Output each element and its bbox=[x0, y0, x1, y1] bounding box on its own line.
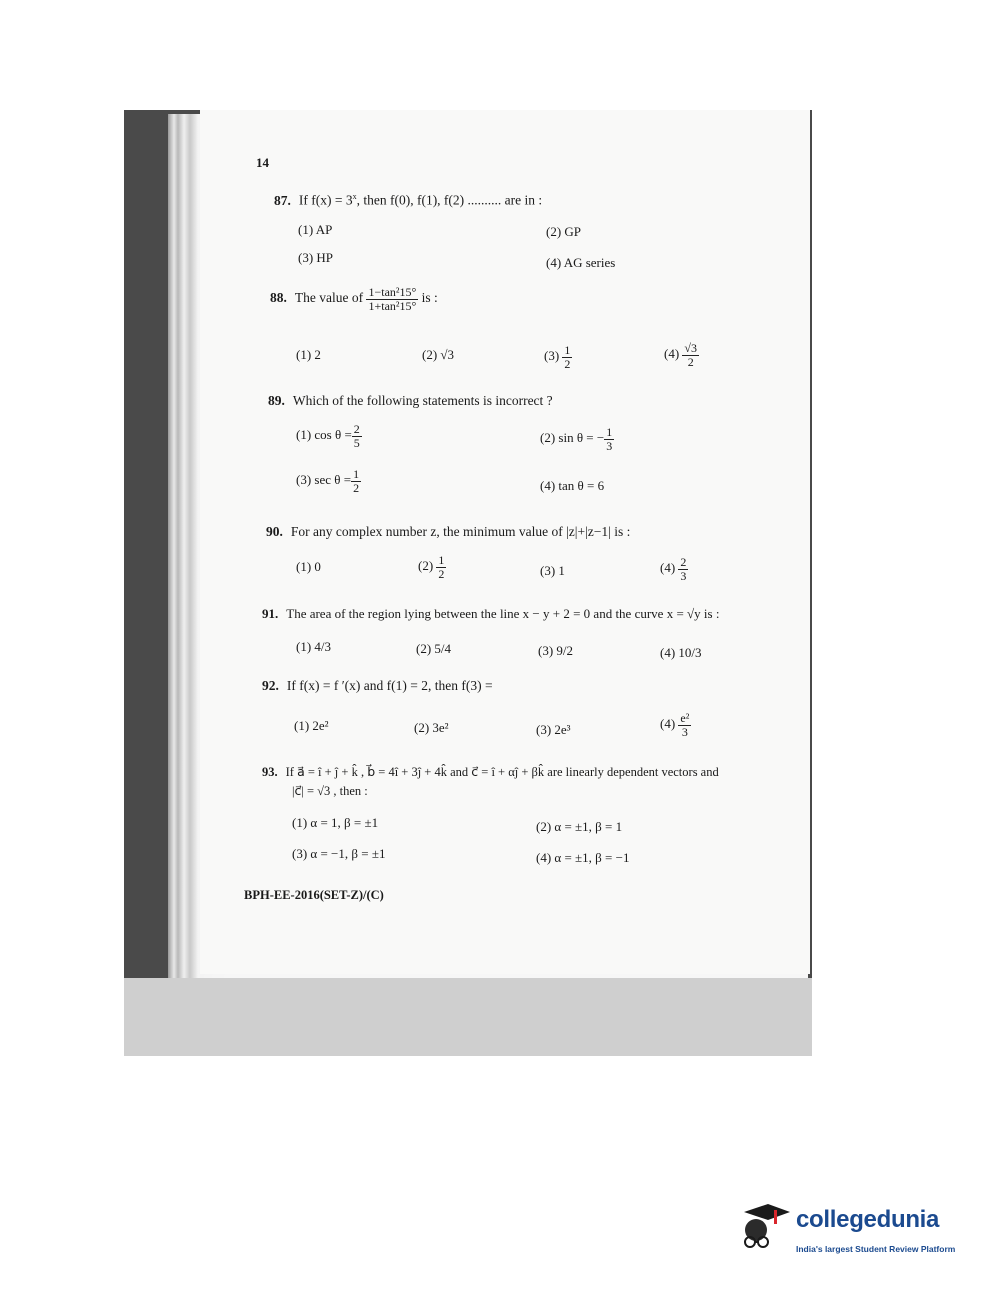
option-1: (1) 2e² bbox=[294, 718, 329, 733]
option-2: (2) GP bbox=[546, 224, 582, 239]
fraction-denominator: 2 bbox=[438, 566, 445, 581]
option-4: (4) 10/3 bbox=[660, 645, 702, 660]
option-label: (2) sin θ = − bbox=[540, 430, 605, 446]
option-2: (2) 5/4 bbox=[416, 641, 452, 656]
question-89 bbox=[268, 393, 553, 409]
question-number: 92. bbox=[262, 678, 279, 693]
fraction-numerator: 1−tan²15° bbox=[368, 285, 417, 299]
question-number: 90. bbox=[266, 524, 283, 539]
option-2: (2) √3 bbox=[422, 347, 455, 362]
option-label: (1) cos θ = bbox=[296, 427, 352, 443]
option-3 bbox=[544, 344, 572, 370]
fraction-numerator: 1 bbox=[353, 467, 360, 481]
question-91 bbox=[262, 606, 719, 622]
question-text-cont: is : bbox=[421, 290, 438, 306]
fraction bbox=[366, 286, 418, 312]
option-3: (3) 1 bbox=[540, 563, 565, 578]
option-3: (3) 2e³ bbox=[536, 722, 571, 737]
brand-name: collegedunia bbox=[796, 1206, 940, 1233]
option-4 bbox=[664, 342, 699, 368]
fraction bbox=[562, 344, 572, 370]
option-label: (2) bbox=[418, 558, 434, 574]
fraction-numerator: 2 bbox=[680, 555, 687, 569]
fraction-denominator: 3 bbox=[680, 568, 687, 583]
fraction-numerator: 2 bbox=[353, 422, 360, 436]
fraction-numerator: 1 bbox=[606, 425, 613, 439]
fraction bbox=[436, 554, 446, 580]
question-text: If a⃗ = î + ĵ + k̂ , b⃗ = 4î + 3ĵ + 4k̂ and c⃗ = î + αĵ + βk̂ are linearly dependent vectors and bbox=[285, 765, 719, 779]
fraction bbox=[604, 426, 614, 452]
option-label: (3) sec θ = bbox=[296, 472, 352, 488]
question-87 bbox=[274, 192, 542, 209]
question-88 bbox=[270, 286, 438, 312]
fraction-numerator: e² bbox=[680, 711, 690, 725]
option-3: (3) α = −1, β = ±1 bbox=[292, 846, 386, 861]
option-3: (3) HP bbox=[298, 250, 334, 265]
exponent: x bbox=[352, 192, 357, 201]
question-93 bbox=[262, 764, 719, 780]
question-90 bbox=[266, 524, 630, 540]
fraction-numerator: √3 bbox=[684, 341, 698, 355]
option-2 bbox=[540, 426, 614, 452]
option-1: (1) AP bbox=[298, 222, 333, 237]
option-3: (3) 9/2 bbox=[538, 643, 574, 658]
footer-code: BPH-EE-2016(SET-Z)/(C) bbox=[244, 888, 384, 902]
question-number: 87. bbox=[274, 192, 291, 208]
question-text-cont: , then f(0), f(1), f(2) .......... are in : bbox=[356, 192, 543, 208]
option-label: (4) bbox=[664, 346, 680, 362]
fraction bbox=[352, 423, 362, 449]
option-label: (3) bbox=[544, 348, 560, 364]
graduate-mascot-icon bbox=[738, 1198, 794, 1258]
option-1: (1) 4/3 bbox=[296, 639, 332, 654]
question-number: 93. bbox=[262, 765, 278, 779]
fraction bbox=[678, 712, 691, 738]
fraction-denominator: 2 bbox=[353, 480, 360, 495]
fraction-denominator: 2 bbox=[564, 356, 571, 371]
option-4: (4) AG series bbox=[546, 255, 616, 270]
fraction bbox=[351, 468, 361, 494]
question-text: The value of bbox=[294, 290, 364, 306]
exam-sheet bbox=[200, 110, 810, 974]
option-2: (2) 3e² bbox=[414, 720, 449, 735]
fraction-denominator: 1+tan²15° bbox=[368, 298, 417, 313]
fraction-denominator: 3 bbox=[606, 438, 613, 453]
question-number: 88. bbox=[270, 290, 287, 306]
option-3 bbox=[296, 468, 361, 494]
fraction-denominator: 2 bbox=[687, 354, 694, 369]
fraction-denominator: 3 bbox=[681, 724, 688, 739]
option-4: (4) tan θ = 6 bbox=[540, 478, 605, 493]
option-4 bbox=[660, 712, 691, 738]
scanned-page bbox=[124, 110, 812, 1056]
option-1: (1) 2 bbox=[296, 347, 321, 362]
fraction-numerator: 1 bbox=[438, 553, 445, 567]
fraction bbox=[682, 342, 699, 368]
question-text: For any complex number z, the minimum value of |z|+|z−1| is : bbox=[290, 524, 631, 539]
option-1 bbox=[296, 423, 362, 449]
question-number: 91. bbox=[262, 606, 279, 621]
option-1: (1) 0 bbox=[296, 559, 321, 574]
question-text: Which of the following statements is incorrect ? bbox=[292, 393, 553, 408]
option-1: (1) α = 1, β = ±1 bbox=[292, 815, 379, 830]
question-number: 89. bbox=[268, 393, 285, 408]
option-4 bbox=[660, 556, 688, 582]
question-92 bbox=[262, 678, 493, 694]
option-4: (4) α = ±1, β = −1 bbox=[536, 850, 630, 865]
brand-tagline: India's largest Student Review Platform bbox=[796, 1244, 956, 1254]
fraction-denominator: 5 bbox=[353, 435, 360, 450]
option-label: (4) bbox=[660, 716, 676, 732]
question-text: If f(x) = 3 bbox=[298, 192, 353, 208]
page-number: 14 bbox=[256, 155, 269, 170]
option-label: (4) bbox=[660, 560, 676, 576]
option-2 bbox=[418, 554, 446, 580]
scan-bottom-strip bbox=[124, 978, 812, 1056]
question-93-line2: |c⃗| = √3 , then : bbox=[292, 784, 368, 798]
question-text: If f(x) = f ′(x) and f(1) = 2, then f(3) = bbox=[286, 678, 493, 693]
option-2: (2) α = ±1, β = 1 bbox=[536, 819, 623, 834]
fraction bbox=[678, 556, 688, 582]
question-text: The area of the region lying between the line x − y + 2 = 0 and the curve x = √y is : bbox=[286, 606, 720, 621]
collegedunia-logo bbox=[738, 1198, 968, 1258]
fraction-numerator: 1 bbox=[564, 343, 571, 357]
